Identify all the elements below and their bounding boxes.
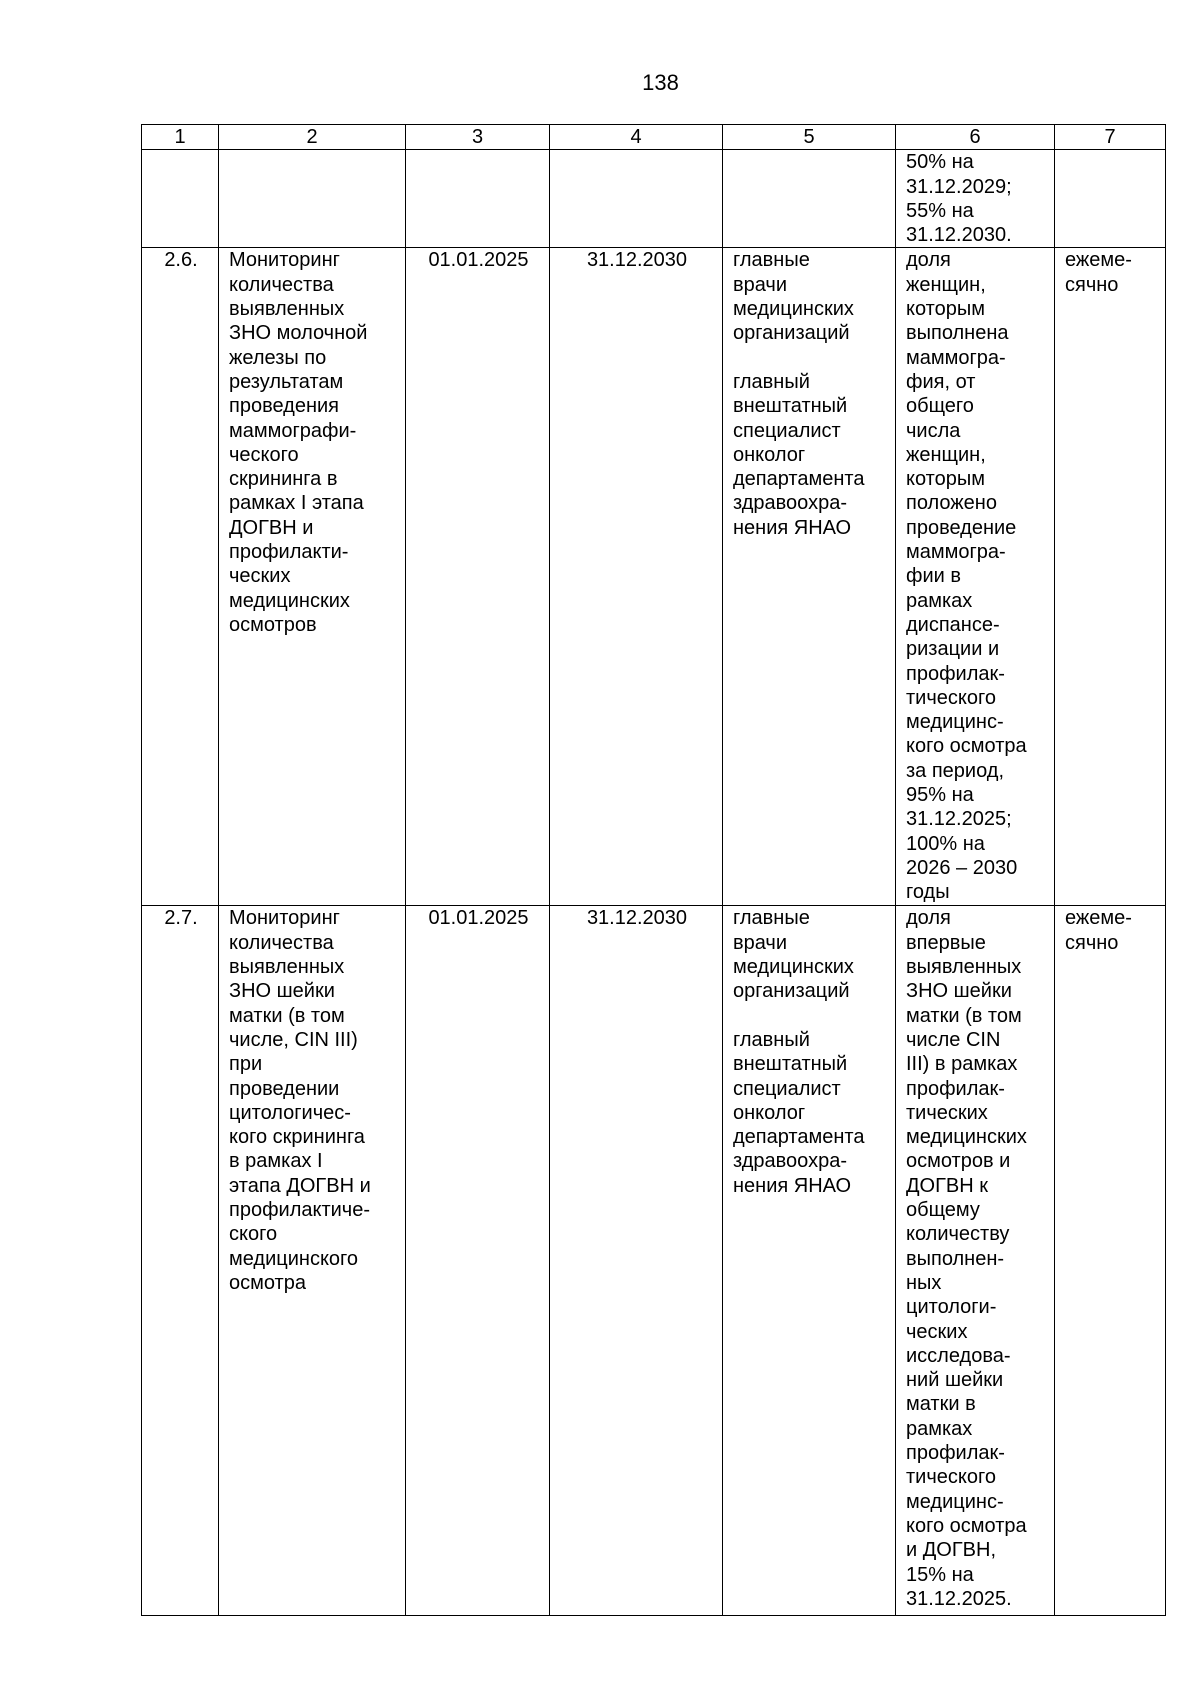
cell-line: доля	[906, 249, 951, 272]
cell-line: женщин,	[906, 273, 986, 296]
cell-line: организаций	[733, 980, 850, 1003]
cell-line: медицинских	[733, 956, 854, 979]
cell-line: 50% на	[906, 151, 974, 174]
cell-line: ческих	[906, 1320, 968, 1343]
cell-line	[733, 1004, 887, 1028]
cell-line: матки в	[906, 1393, 976, 1416]
cell-line: числа	[906, 419, 961, 442]
cell-line: выявленных	[906, 956, 1022, 979]
cell-line: медицинских	[733, 298, 854, 321]
cell-line: проведение	[906, 516, 1017, 539]
cell-line: сячно	[1065, 931, 1119, 954]
cell-line: онколог	[733, 1101, 806, 1124]
table-row	[142, 150, 1166, 248]
cell-line: рамках	[906, 589, 973, 612]
cell-line: 31.12.2025.	[906, 1587, 1012, 1610]
cell-line: доля	[906, 907, 951, 930]
cell-line: количеству	[906, 1223, 1010, 1246]
cell-line: специалист	[733, 419, 841, 442]
cell-line: медицинских	[229, 589, 350, 612]
cell-line: профилакти-	[229, 541, 349, 564]
cell-line: ЗНО молочной	[229, 322, 368, 345]
cell-line: департамента	[733, 468, 865, 491]
cell-line: Мониторинг	[229, 907, 340, 930]
start-date: 01.01.2025	[406, 248, 550, 906]
frequency	[1055, 248, 1166, 906]
cell-line: этапа ДОГВН и	[229, 1174, 371, 1197]
cell-line: маммогра-	[906, 346, 1006, 369]
cell-line: выполнен-	[906, 1247, 1005, 1270]
cell-line: числе CIN	[906, 1028, 1001, 1051]
column-number: 6	[896, 125, 1055, 150]
responsible	[723, 906, 896, 1616]
activity-name	[219, 248, 406, 906]
cell-line: фии в	[906, 565, 961, 588]
cell-line: ежеме-	[1065, 249, 1132, 272]
cell-line: в рамках I	[229, 1150, 323, 1173]
table-row	[142, 906, 1166, 1616]
cell-line: фия, от	[906, 370, 976, 393]
column-number: 4	[550, 125, 723, 150]
cell-line: врачи	[733, 931, 788, 954]
cell-line: кого скрининга	[229, 1126, 365, 1149]
cell-line: ежеме-	[1065, 907, 1132, 930]
page-number: 138	[642, 70, 679, 95]
cell-line: проведения	[229, 395, 339, 418]
cell-line: медицинс-	[906, 711, 1004, 734]
cell-line: ческих	[229, 565, 291, 588]
end-date: 31.12.2030	[550, 906, 723, 1616]
indicator	[896, 150, 1055, 248]
cell-line: общего	[906, 395, 974, 418]
cell-line: департамента	[733, 1126, 865, 1149]
responsible	[723, 150, 896, 248]
cell-line: рамках I этапа	[229, 492, 364, 515]
cell-line: III) в рамках	[906, 1053, 1018, 1076]
row-number	[142, 150, 219, 248]
cell-line: 2026 – 2030	[906, 856, 1018, 879]
end-date: 31.12.2030	[550, 248, 723, 906]
cell-line: которым	[906, 468, 985, 491]
cell-line: 15% на	[906, 1563, 974, 1586]
cell-line: 31.12.2025;	[906, 808, 1012, 831]
cell-line: тического	[906, 1466, 996, 1489]
cell-line: 55% на	[906, 199, 974, 222]
cell-line: матки (в том	[906, 1004, 1022, 1027]
cell-line: главные	[733, 249, 810, 272]
cell-line: ского	[229, 1223, 278, 1246]
cell-line: главный	[733, 1028, 810, 1051]
cell-line: результатам	[229, 370, 344, 393]
table-row	[142, 248, 1166, 906]
cell-line: онколог	[733, 443, 806, 466]
end-date	[550, 150, 723, 248]
cell-line: осмотров и	[906, 1150, 1011, 1173]
cell-line: организаций	[733, 322, 850, 345]
cell-line: кого осмотра	[906, 1514, 1027, 1537]
cell-line: проведении	[229, 1077, 340, 1100]
cell-line: маммографи-	[229, 419, 357, 442]
cell-line: осмотра	[229, 1271, 306, 1294]
cell-line: количества	[229, 273, 334, 296]
start-date	[406, 150, 550, 248]
cell-line: ных	[906, 1271, 942, 1294]
cell-line: скрининга в	[229, 468, 338, 491]
cell-line: Мониторинг	[229, 249, 340, 272]
column-number: 5	[723, 125, 896, 150]
frequency	[1055, 906, 1166, 1616]
cell-line: профилактиче-	[229, 1199, 371, 1222]
cell-line: медицинского	[229, 1247, 359, 1270]
cell-line: 31.12.2029;	[906, 175, 1012, 198]
start-date: 01.01.2025	[406, 906, 550, 1616]
frequency	[1055, 150, 1166, 248]
indicator	[896, 906, 1055, 1616]
cell-line: женщин,	[906, 443, 986, 466]
cell-line: общему	[906, 1199, 980, 1222]
cell-line: врачи	[733, 273, 788, 296]
cell-line: сячно	[1065, 273, 1119, 296]
cell-line: здравоохра-	[733, 1150, 847, 1173]
cell-line: главный	[733, 370, 810, 393]
plan-table	[141, 124, 1166, 1616]
cell-line: специалист	[733, 1077, 841, 1100]
cell-line: матки (в том	[229, 1004, 345, 1027]
cell-line: ЗНО шейки	[906, 980, 1012, 1003]
cell-line: 95% на	[906, 784, 974, 807]
cell-line: ЗНО шейки	[229, 980, 335, 1003]
cell-line: числе, CIN III)	[229, 1028, 358, 1051]
cell-line: рамках	[906, 1417, 973, 1440]
cell-line: исследова-	[906, 1344, 1011, 1367]
column-number: 7	[1055, 125, 1166, 150]
cell-line: ческого	[229, 443, 299, 466]
cell-line: впервые	[906, 931, 986, 954]
cell-line: выявленных	[229, 956, 345, 979]
cell-line: которым	[906, 298, 985, 321]
activity-name	[219, 906, 406, 1616]
row-number: 2.7.	[142, 906, 219, 1616]
cell-line: 100% на	[906, 832, 985, 855]
cell-line: внештатный	[733, 1053, 848, 1076]
cell-line: кого осмотра	[906, 735, 1027, 758]
cell-line: и ДОГВН,	[906, 1539, 996, 1562]
cell-line: ний шейки	[906, 1369, 1004, 1392]
cell-line: нения ЯНАО	[733, 516, 852, 539]
column-number: 1	[142, 125, 219, 150]
column-number: 3	[406, 125, 550, 150]
cell-line: медицинских	[906, 1126, 1027, 1149]
cell-line: ризации и	[906, 638, 1000, 661]
cell-line: ДОГВН и	[229, 516, 314, 539]
cell-line: нения ЯНАО	[733, 1174, 852, 1197]
row-number: 2.6.	[142, 248, 219, 906]
cell-line: цитологичес-	[229, 1101, 351, 1124]
indicator	[896, 248, 1055, 906]
cell-line: выполнена	[906, 322, 1009, 345]
column-number-row	[142, 125, 1166, 150]
cell-line: выявленных	[229, 298, 345, 321]
cell-line: профилак-	[906, 662, 1005, 685]
cell-line: профилак-	[906, 1077, 1005, 1100]
cell-line: диспансе-	[906, 613, 1000, 636]
cell-line: при	[229, 1053, 263, 1076]
cell-line: внештатный	[733, 395, 848, 418]
cell-line: главные	[733, 907, 810, 930]
cell-line: ДОГВН к	[906, 1174, 989, 1197]
responsible	[723, 248, 896, 906]
cell-line: за период,	[906, 759, 1005, 782]
cell-line: 31.12.2030.	[906, 224, 1012, 247]
activity-name	[219, 150, 406, 248]
cell-line: тических	[906, 1101, 988, 1124]
cell-line: количества	[229, 931, 334, 954]
cell-line: профилак-	[906, 1442, 1005, 1465]
cell-line: железы по	[229, 346, 327, 369]
cell-line: цитологи-	[906, 1296, 997, 1319]
cell-line: осмотров	[229, 613, 317, 636]
column-number: 2	[219, 125, 406, 150]
cell-line: положено	[906, 492, 997, 515]
cell-line: здравоохра-	[733, 492, 847, 515]
cell-line	[733, 346, 887, 370]
cell-line: годы	[906, 881, 950, 904]
cell-line: маммогра-	[906, 541, 1006, 564]
cell-line: медицинс-	[906, 1490, 1004, 1513]
cell-line: тического	[906, 686, 996, 709]
